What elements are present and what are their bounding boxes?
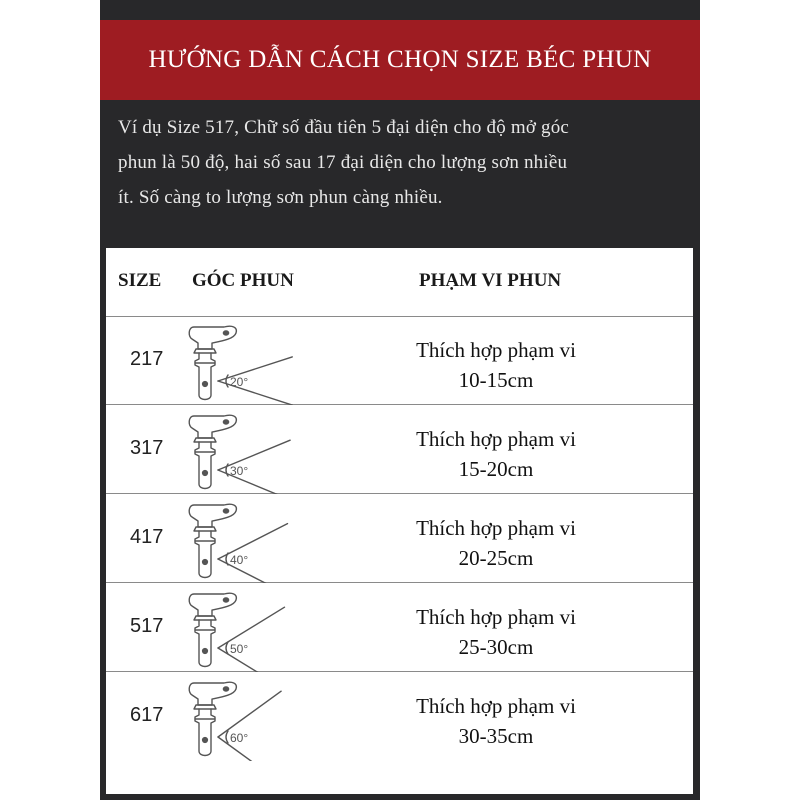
spray-nozzle-icon — [178, 501, 304, 583]
table-row — [106, 406, 693, 494]
angle-label: 20° — [230, 375, 249, 389]
size-value: 317 — [130, 437, 164, 459]
intro-line: ít. Số càng to lượng sơn phun càng nhiều. — [118, 187, 443, 208]
spray-nozzle-icon — [178, 323, 304, 405]
size-value: 517 — [130, 615, 164, 637]
range-distance: 15-20cm — [458, 457, 534, 481]
intro-line: phun là 50 độ, hai số sau 17 đại diện cho lượng sơn nhiều — [118, 152, 568, 173]
range-line: Thích hợp phạm vi — [416, 605, 576, 629]
range-distance: 10-15cm — [458, 368, 534, 392]
spray-nozzle-icon — [178, 412, 304, 494]
angle-label: 30° — [230, 464, 249, 478]
page-title: HƯỚNG DẪN CÁCH CHỌN SIZE BÉC PHUN — [148, 46, 652, 73]
range-line: Thích hợp phạm vi — [416, 427, 576, 451]
nozzle-size-table — [106, 248, 693, 794]
table-row — [106, 673, 693, 760]
spray-nozzle-icon — [178, 590, 304, 672]
range-text — [396, 513, 596, 573]
header-range: PHẠM VI PHUN — [419, 270, 562, 291]
size-value: 417 — [130, 526, 164, 548]
angle-label: 60° — [230, 731, 249, 745]
range-text — [396, 335, 596, 395]
range-line: Thích hợp phạm vi — [416, 694, 576, 718]
intro-text — [118, 110, 690, 215]
range-text — [396, 424, 596, 484]
range-text — [396, 691, 596, 751]
table-row — [106, 584, 693, 672]
angle-label: 40° — [230, 553, 249, 567]
header-angle: GÓC PHUN — [192, 270, 294, 291]
header-size: SIZE — [118, 270, 162, 291]
range-text — [396, 602, 596, 662]
range-distance: 30-35cm — [458, 724, 534, 748]
range-distance: 20-25cm — [458, 546, 534, 570]
range-distance: 25-30cm — [458, 635, 534, 659]
spray-nozzle-icon — [178, 679, 304, 761]
range-line: Thích hợp phạm vi — [416, 338, 576, 362]
title-banner — [100, 20, 700, 100]
table-header — [106, 248, 693, 317]
intro-line: Ví dụ Size 517, Chữ số đầu tiên 5 đại diện cho độ mở góc — [118, 117, 570, 138]
table-row — [106, 495, 693, 583]
size-value: 617 — [130, 704, 164, 726]
table-row — [106, 317, 693, 405]
angle-label: 50° — [230, 642, 249, 656]
size-value: 217 — [130, 348, 164, 370]
range-line: Thích hợp phạm vi — [416, 516, 576, 540]
